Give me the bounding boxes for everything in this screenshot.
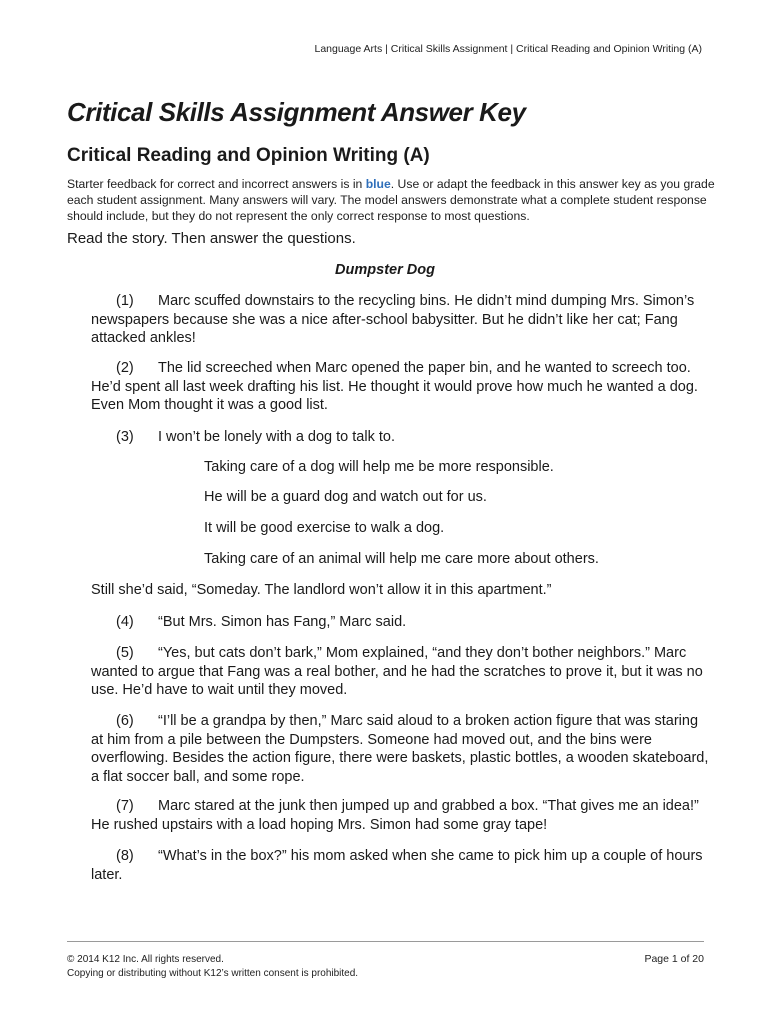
paragraph-number: (1) (116, 293, 134, 309)
list-item: He will be a guard dog and watch out for us. (204, 489, 487, 505)
story-paragraph-6 (91, 712, 711, 786)
intro-blue-word: blue (365, 177, 391, 191)
paragraph-text: “What’s in the box?” his mom asked when she came to pick him up a couple of hours later. (91, 848, 703, 883)
paragraph-text: Marc scuffed downstairs to the recycling bins. He didn’t mind dumping Mrs. Simon’s newspapers because she was a nice after-school babysitter. But he didn’t like her cat; Fang attacked ankles! (91, 293, 695, 346)
story-paragraph-4 (91, 613, 711, 632)
list-item: Taking care of a dog will help me be more responsible. (204, 459, 554, 475)
intro-paragraph (67, 176, 717, 224)
paragraph-text: “I’ll be a grandpa by then,” Marc said aloud to a broken action figure that was staring at him from a pile between the Dumpsters. Someone had moved out, and the bins were overflowing. Besides the action figure, there were baskets, plastic bottles, a wooden skateboard, a flat soccer ball, and some rope. (91, 713, 709, 785)
paragraph-text: Marc stared at the junk then jumped up and grabbed a box. “That gives me an idea!” He rushed upstairs with a load hoping Mrs. Simon had some gray tape! (91, 798, 699, 833)
paragraph-text: I won’t be lonely with a dog to talk to. (158, 429, 395, 445)
story-paragraph-8 (91, 847, 711, 884)
story-title: Dumpster Dog (335, 262, 435, 278)
story-paragraph-7 (91, 797, 711, 834)
intro-text-start: Starter feedback for correct and incorrect answers is in (67, 177, 366, 191)
story-paragraph-3 (91, 428, 711, 447)
list-item: Taking care of an animal will help me care more about others. (204, 551, 599, 567)
story-line-still: Still she’d said, “Someday. The landlord won’t allow it in this apartment.” (91, 582, 552, 598)
copyright-line: © 2014 K12 Inc. All rights reserved. (67, 954, 224, 965)
list-item: It will be good exercise to walk a dog. (204, 520, 445, 536)
story-paragraph-2 (91, 359, 711, 415)
footer-divider (67, 941, 704, 942)
page-subtitle: Critical Reading and Opinion Writing (A) (67, 145, 430, 166)
paragraph-number: (5) (116, 645, 134, 661)
paragraph-number: (6) (116, 713, 134, 729)
copying-notice: Copying or distributing without K12’s written consent is prohibited. (67, 968, 359, 979)
story-paragraph-5 (91, 644, 711, 700)
paragraph-number: (8) (116, 848, 134, 864)
paragraph-number: (3) (116, 429, 134, 445)
paragraph-text: “But Mrs. Simon has Fang,” Marc said. (158, 614, 407, 630)
page-title: Critical Skills Assignment Answer Key (67, 97, 526, 127)
instruction-text: Read the story. Then answer the questions. (67, 230, 356, 247)
paragraph-number: (7) (116, 798, 134, 814)
story-paragraph-1 (91, 292, 711, 348)
footer-copyright (67, 953, 358, 981)
paragraph-text: The lid screeched when Marc opened the paper bin, and he wanted to screech too. He’d spent all last week drafting his list. He thought it would prove how much he wanted a dog. Even Mom thought it was a good list. (91, 360, 698, 413)
paragraph-number: (4) (116, 614, 134, 630)
running-header: Language Arts | Critical Skills Assignment | Critical Reading and Opinion Writing (A) (314, 43, 702, 55)
paragraph-text: “Yes, but cats don’t bark,” Mom explained, “and they don’t bother neighbors.” Marc wanted to argue that Fang was a real bother, and he had the scratches to prove it, but it was no use. He’d have to wait until they moved. (91, 645, 703, 698)
page-number: Page 1 of 20 (644, 953, 704, 965)
paragraph-number: (2) (116, 360, 134, 376)
intro-text-end: . Use or adapt the feedback in this answer key as you grade each student assignment. Many answers will vary. The model answers demonstrate what a complete student response should include, but they do not represent the only correct response to most questions. (67, 177, 715, 223)
